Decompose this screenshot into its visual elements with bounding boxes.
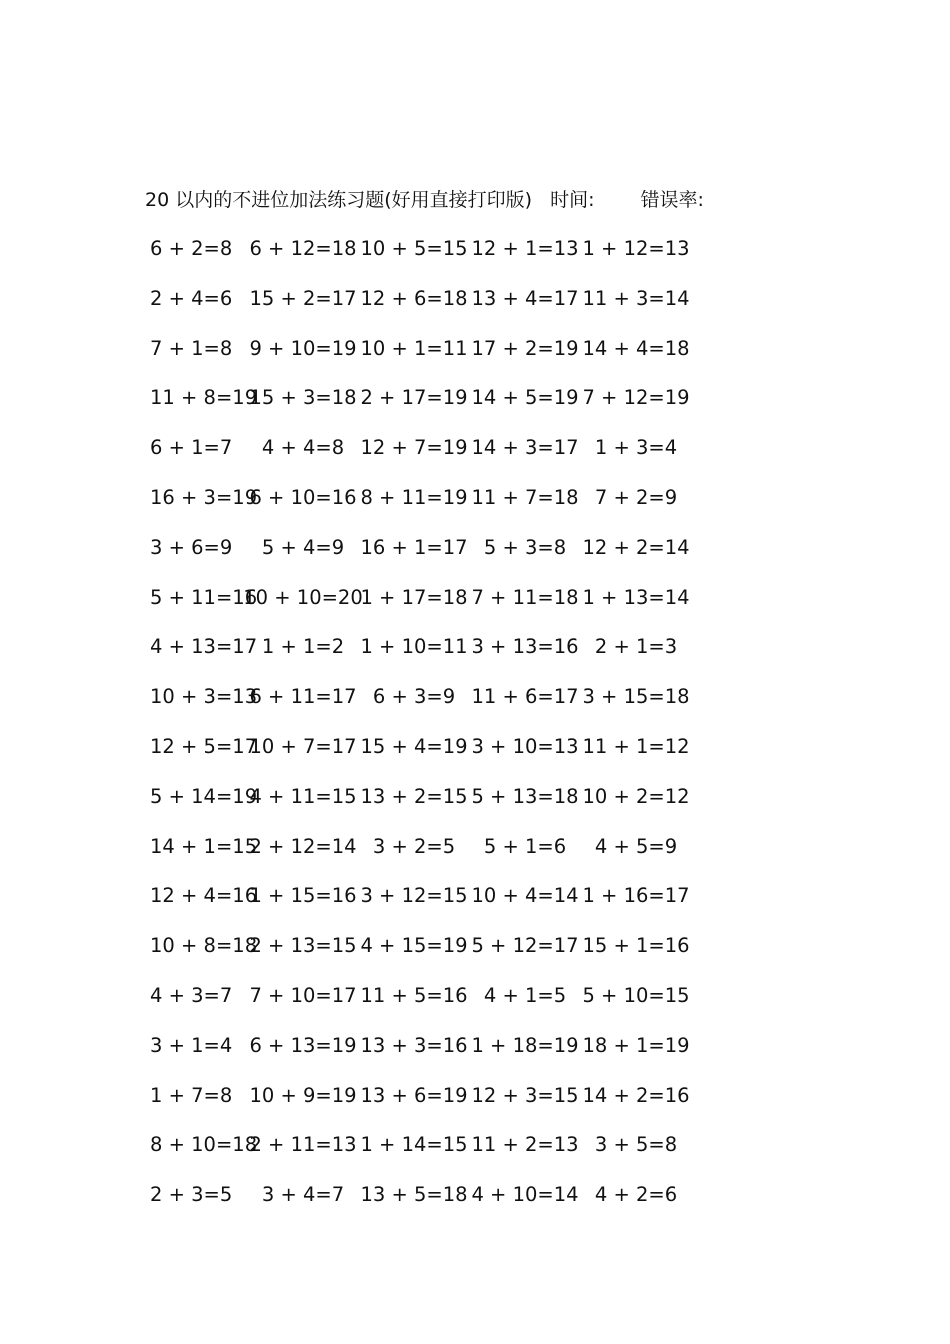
problem-item: 2 + 3=5: [150, 1183, 233, 1207]
problem-item: 12 + 4=16: [150, 884, 258, 908]
problem-row: [150, 780, 710, 830]
problem-item: 11 + 1=12: [582, 734, 690, 758]
problem-item: 4 + 13=17: [150, 635, 258, 659]
problem-item: 14 + 4=18: [582, 336, 690, 360]
problem-item: 8 + 11=19: [360, 485, 468, 509]
problem-item: 16 + 3=19: [150, 485, 258, 509]
problem-item: 6 + 3=9: [372, 685, 456, 709]
problem-row: [150, 581, 710, 631]
problem-item: 11 + 5=16: [360, 983, 468, 1007]
problem-item: 3 + 4=7: [261, 1183, 345, 1207]
problem-item: 15 + 3=18: [249, 386, 357, 410]
problem-row: [150, 332, 710, 382]
problem-row: [150, 282, 710, 332]
problem-row: [150, 680, 710, 730]
problem-item: 4 + 1=5: [483, 983, 567, 1007]
problem-item: 2 + 13=15: [249, 934, 357, 958]
problem-item: 10 + 1=11: [360, 336, 468, 360]
problem-item: 14 + 3=17: [471, 436, 579, 460]
problem-item: 9 + 10=19: [249, 336, 357, 360]
problem-item: 7 + 1=8: [150, 336, 233, 360]
problem-item: 5 + 10=15: [582, 983, 690, 1007]
problem-row: [150, 879, 710, 929]
problem-row: [150, 1128, 710, 1178]
problem-item: 4 + 4=8: [261, 436, 345, 460]
problem-row: [150, 630, 710, 680]
problem-item: 3 + 13=16: [471, 635, 579, 659]
problem-item: 7 + 11=18: [471, 585, 579, 609]
problem-row: [150, 830, 710, 880]
worksheet-title: 20 以内的不进位加法练习题(好用直接打印版): [145, 189, 533, 211]
time-label: 时间:: [550, 189, 595, 211]
problem-item: 12 + 3=15: [471, 1083, 579, 1107]
problem-item: 4 + 10=14: [471, 1183, 579, 1207]
problem-item: 1 + 18=19: [471, 1033, 579, 1057]
problem-item: 6 + 1=7: [150, 436, 233, 460]
problem-item: 14 + 2=16: [582, 1083, 690, 1107]
problem-row: [150, 929, 710, 979]
problem-item: 3 + 5=8: [594, 1133, 678, 1157]
problem-item: 11 + 8=19: [150, 386, 258, 410]
problem-row: [150, 1178, 710, 1228]
problem-item: 4 + 11=15: [249, 784, 357, 808]
problem-item: 10 + 8=18: [150, 934, 258, 958]
problem-row: [150, 232, 710, 282]
problem-item: 1 + 14=15: [360, 1133, 468, 1157]
problem-item: 4 + 15=19: [360, 934, 468, 958]
problem-item: 15 + 4=19: [360, 734, 468, 758]
problem-item: 17 + 2=19: [471, 336, 579, 360]
problem-item: 7 + 2=9: [594, 485, 678, 509]
problem-item: 16 + 1=17: [360, 535, 468, 559]
problem-item: 7 + 12=19: [582, 386, 690, 410]
problem-item: 1 + 17=18: [360, 585, 468, 609]
problem-item: 6 + 12=18: [249, 237, 357, 260]
problem-item: 12 + 5=17: [150, 734, 258, 758]
problem-item: 4 + 2=6: [594, 1183, 678, 1207]
problem-item: 10 + 9=19: [249, 1083, 357, 1107]
problem-item: 8 + 10=18: [150, 1133, 258, 1157]
problem-item: 5 + 11=16: [150, 585, 258, 609]
problem-item: 1 + 3=4: [594, 436, 678, 460]
problem-item: 4 + 5=9: [594, 834, 678, 858]
problem-item: 10 + 4=14: [471, 884, 579, 908]
problem-item: 6 + 13=19: [249, 1033, 357, 1057]
problem-item: 6 + 10=16: [249, 485, 357, 509]
problem-item: 10 + 10=20: [243, 585, 363, 609]
problem-item: 3 + 15=18: [582, 685, 690, 709]
problem-item: 6 + 11=17: [249, 685, 357, 709]
problem-row: [150, 979, 710, 1029]
problem-item: 13 + 3=16: [360, 1033, 468, 1057]
problem-item: 15 + 1=16: [582, 934, 690, 958]
problem-item: 2 + 4=6: [150, 286, 233, 310]
problem-row: [150, 531, 710, 581]
problem-item: 1 + 16=17: [582, 884, 690, 908]
problem-item: 4 + 3=7: [150, 983, 233, 1007]
problem-item: 3 + 10=13: [471, 734, 579, 758]
problem-item: 1 + 12=13: [582, 237, 690, 260]
problem-item: 10 + 5=15: [360, 237, 468, 260]
problem-item: 3 + 6=9: [150, 535, 233, 559]
problem-item: 1 + 10=11: [360, 635, 468, 659]
problem-item: 5 + 1=6: [483, 834, 567, 858]
problem-row: [150, 1029, 710, 1079]
problem-item: 1 + 7=8: [150, 1083, 233, 1107]
problem-item: 6 + 2=8: [150, 237, 233, 260]
problem-grid: [150, 232, 710, 1228]
problem-item: 2 + 17=19: [360, 386, 468, 410]
problem-item: 3 + 1=4: [150, 1033, 233, 1057]
problem-item: 1 + 15=16: [249, 884, 357, 908]
problem-item: 11 + 7=18: [471, 485, 579, 509]
problem-item: 11 + 2=13: [471, 1133, 579, 1157]
problem-item: 5 + 4=9: [261, 535, 345, 559]
problem-row: [150, 381, 710, 431]
problem-row: [150, 1079, 710, 1129]
problem-item: 3 + 2=5: [372, 834, 456, 858]
problem-item: 5 + 12=17: [471, 934, 579, 958]
problem-row: [150, 481, 710, 531]
problem-item: 2 + 11=13: [249, 1133, 357, 1157]
worksheet-header: [145, 185, 704, 215]
problem-item: 13 + 2=15: [360, 784, 468, 808]
problem-item: 11 + 6=17: [471, 685, 579, 709]
problem-item: 18 + 1=19: [582, 1033, 690, 1057]
problem-item: 5 + 14=19: [150, 784, 258, 808]
problem-item: 12 + 1=13: [471, 237, 579, 260]
problem-item: 13 + 4=17: [471, 286, 579, 310]
problem-item: 2 + 12=14: [249, 834, 357, 858]
problem-item: 13 + 6=19: [360, 1083, 468, 1107]
problem-item: 10 + 2=12: [582, 784, 690, 808]
problem-item: 14 + 1=15: [150, 834, 258, 858]
problem-item: 13 + 5=18: [360, 1183, 468, 1207]
error-rate-label: 错误率:: [640, 189, 704, 211]
problem-item: 5 + 3=8: [483, 535, 567, 559]
problem-item: 14 + 5=19: [471, 386, 579, 410]
problem-row: [150, 730, 710, 780]
problem-item: 12 + 2=14: [582, 535, 690, 559]
problem-item: 15 + 2=17: [249, 286, 357, 310]
problem-item: 12 + 7=19: [360, 436, 468, 460]
problem-item: 10 + 7=17: [249, 734, 357, 758]
problem-item: 1 + 13=14: [582, 585, 690, 609]
problem-item: 7 + 10=17: [249, 983, 357, 1007]
problem-item: 5 + 13=18: [471, 784, 579, 808]
problem-item: 11 + 3=14: [582, 286, 690, 310]
problem-item: 2 + 1=3: [594, 635, 678, 659]
problem-row: [150, 431, 710, 481]
problem-item: 3 + 12=15: [360, 884, 468, 908]
problem-item: 12 + 6=18: [360, 286, 468, 310]
problem-item: 10 + 3=13: [150, 685, 258, 709]
problem-item: 1 + 1=2: [261, 635, 345, 659]
